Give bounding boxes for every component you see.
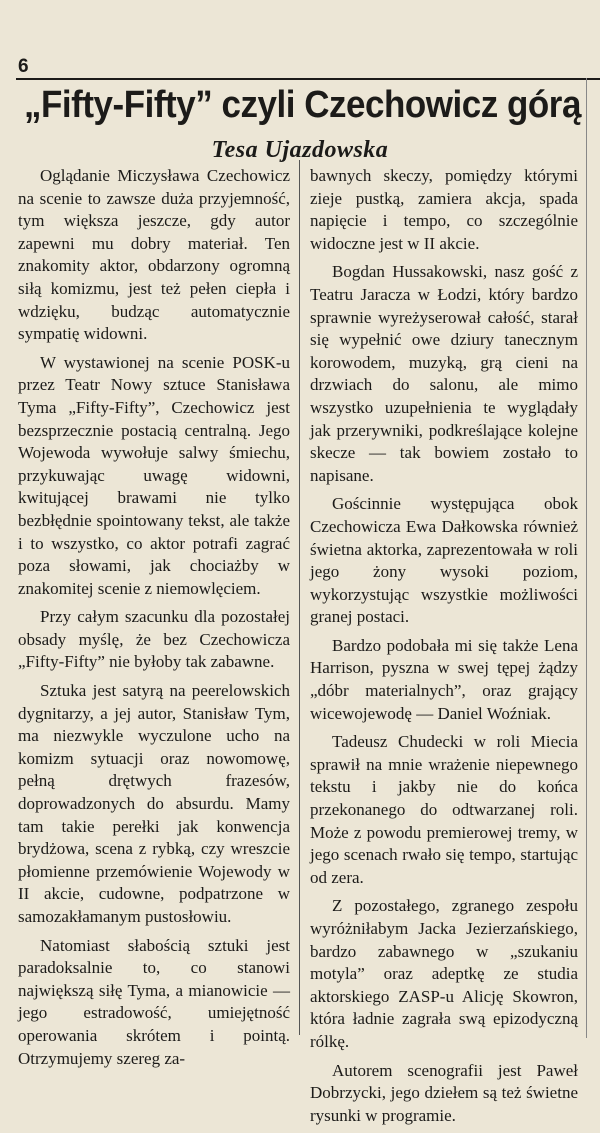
header-rule	[16, 78, 600, 80]
paragraph: Oglądanie Miczysława Czechowicz na scenie to zawsze duża przyjemność, tym większa jeszcze, gdy autor zapewni mu dobry materiał. Ten znakomity aktor, obdarzony ogromną siłą komizmu, jest też pełen ciepła i wdzięku, budząc automatycznie sympatię widowni.	[18, 166, 290, 344]
paragraph: Autorem scenografii jest Paweł Dobrzycki, jego dziełem są też świetne rysunki w programie.	[310, 1060, 578, 1125]
article-column-left	[18, 165, 290, 1076]
page-number: 6	[18, 56, 29, 77]
paragraph: Bogdan Hussakowski, nasz gość z Teatru Jaracza w Łodzi, który bardzo sprawnie wyreżyserował całość, starał się wypełnić owe dziury tanecznym korowodem, muzyką, grą cieni na drzwiach do salonu, ale mimo wszystko uzupełnienia te wyglądały jak przerywniki, podkreślające kolejne skecze — tak bowiem zostało to napisane.	[310, 262, 578, 485]
paragraph: Tadeusz Chudecki w roli Miecia sprawił na mnie wrażenie niepewnego tekstu i jakby nie do końca przekonanego do odtwarzanej roli. Może z powodu premierowej tremy, w jego scenach rwało się tempo, startując od zera.	[310, 732, 578, 887]
article-author: Tesa Ujazdowska	[211, 137, 389, 163]
paragraph: Sztuka jest satyrą na peerelowskich dygnitarzy, a jej autor, Stanisław Tym, ma niezwykle wyczulone ucho na komizm sytuacji oraz nowomowę, pełną drętwych frazesów, doprowadzonych do absurdu. Mamy tam takie perełki jak konwencja brydżowa, scena z rybką, czy wreszcie płomienne przemówienie Wojewody w II akcie, cudowne, podpatrzone w samozakłamanym pustosłowiu.	[18, 681, 290, 926]
column-divider	[299, 160, 300, 1035]
article-title: „Fifty-Fifty” czyli Czechowicz górą	[24, 84, 581, 126]
paragraph: Bardzo podobała mi się także Lena Harrison, pyszna w swej tępej żądzy „dóbr materialnych”, oraz grający wicewojewodę — Daniel Woźniak.	[310, 635, 578, 723]
paragraph: Przy całym szacunku dla pozostałej obsady myślę, że bez Czechowicza „Fifty-Fifty” nie byłoby tak zabawne.	[18, 607, 290, 672]
article-column-right	[310, 165, 578, 1133]
paragraph: Z pozostałego, zgranego zespołu wyróżniłabym Jacka Jezierzańskiego, bardzo zabawnego w „szukaniu motyla” oraz adeptkę ze studia aktorskiego ZASP-u Alicję Skowron, która ładnie zagrała swą epizodyczną rólkę.	[310, 896, 578, 1051]
paragraph: bawnych skeczy, pomiędzy którymi zieje pustką, zamiera akcja, spada napięcie i tempo, co szczególnie widoczne jest w II akcie.	[310, 166, 578, 253]
paragraph: Natomiast słabością sztuki jest paradoksalnie to, co stanowi największą siłę Tyma, a mianowicie — jego estradowość, umiejętność operowania skrótem i pointą. Otrzymujemy szereg za-	[18, 935, 290, 1068]
paragraph: W wystawionej na scenie POSK-u przez Teatr Nowy sztuce Stanisława Tyma „Fifty-Fifty”, Czechowicz jest bezsprzecznie postacią centralną. Jego Wojewoda wywołuje salwy śmiechu, przykuwając uwagę widowni, kwitującej brawami nie tylko bezbłędnie spointowany tekst, ale także i to wszystko, co aktor potrafi zagrać poza słowami, jak chociażby w znakomitej scenie z niemowlęciem.	[18, 352, 290, 598]
paragraph: Gościnnie występująca obok Czechowicza Ewa Dałkowska również świetna aktorka, zaprezentowała w roli jego żony wysoki poziom, wykorzystując wszystkie możliwości granej postaci.	[310, 494, 578, 627]
right-column-rule	[586, 78, 587, 1038]
